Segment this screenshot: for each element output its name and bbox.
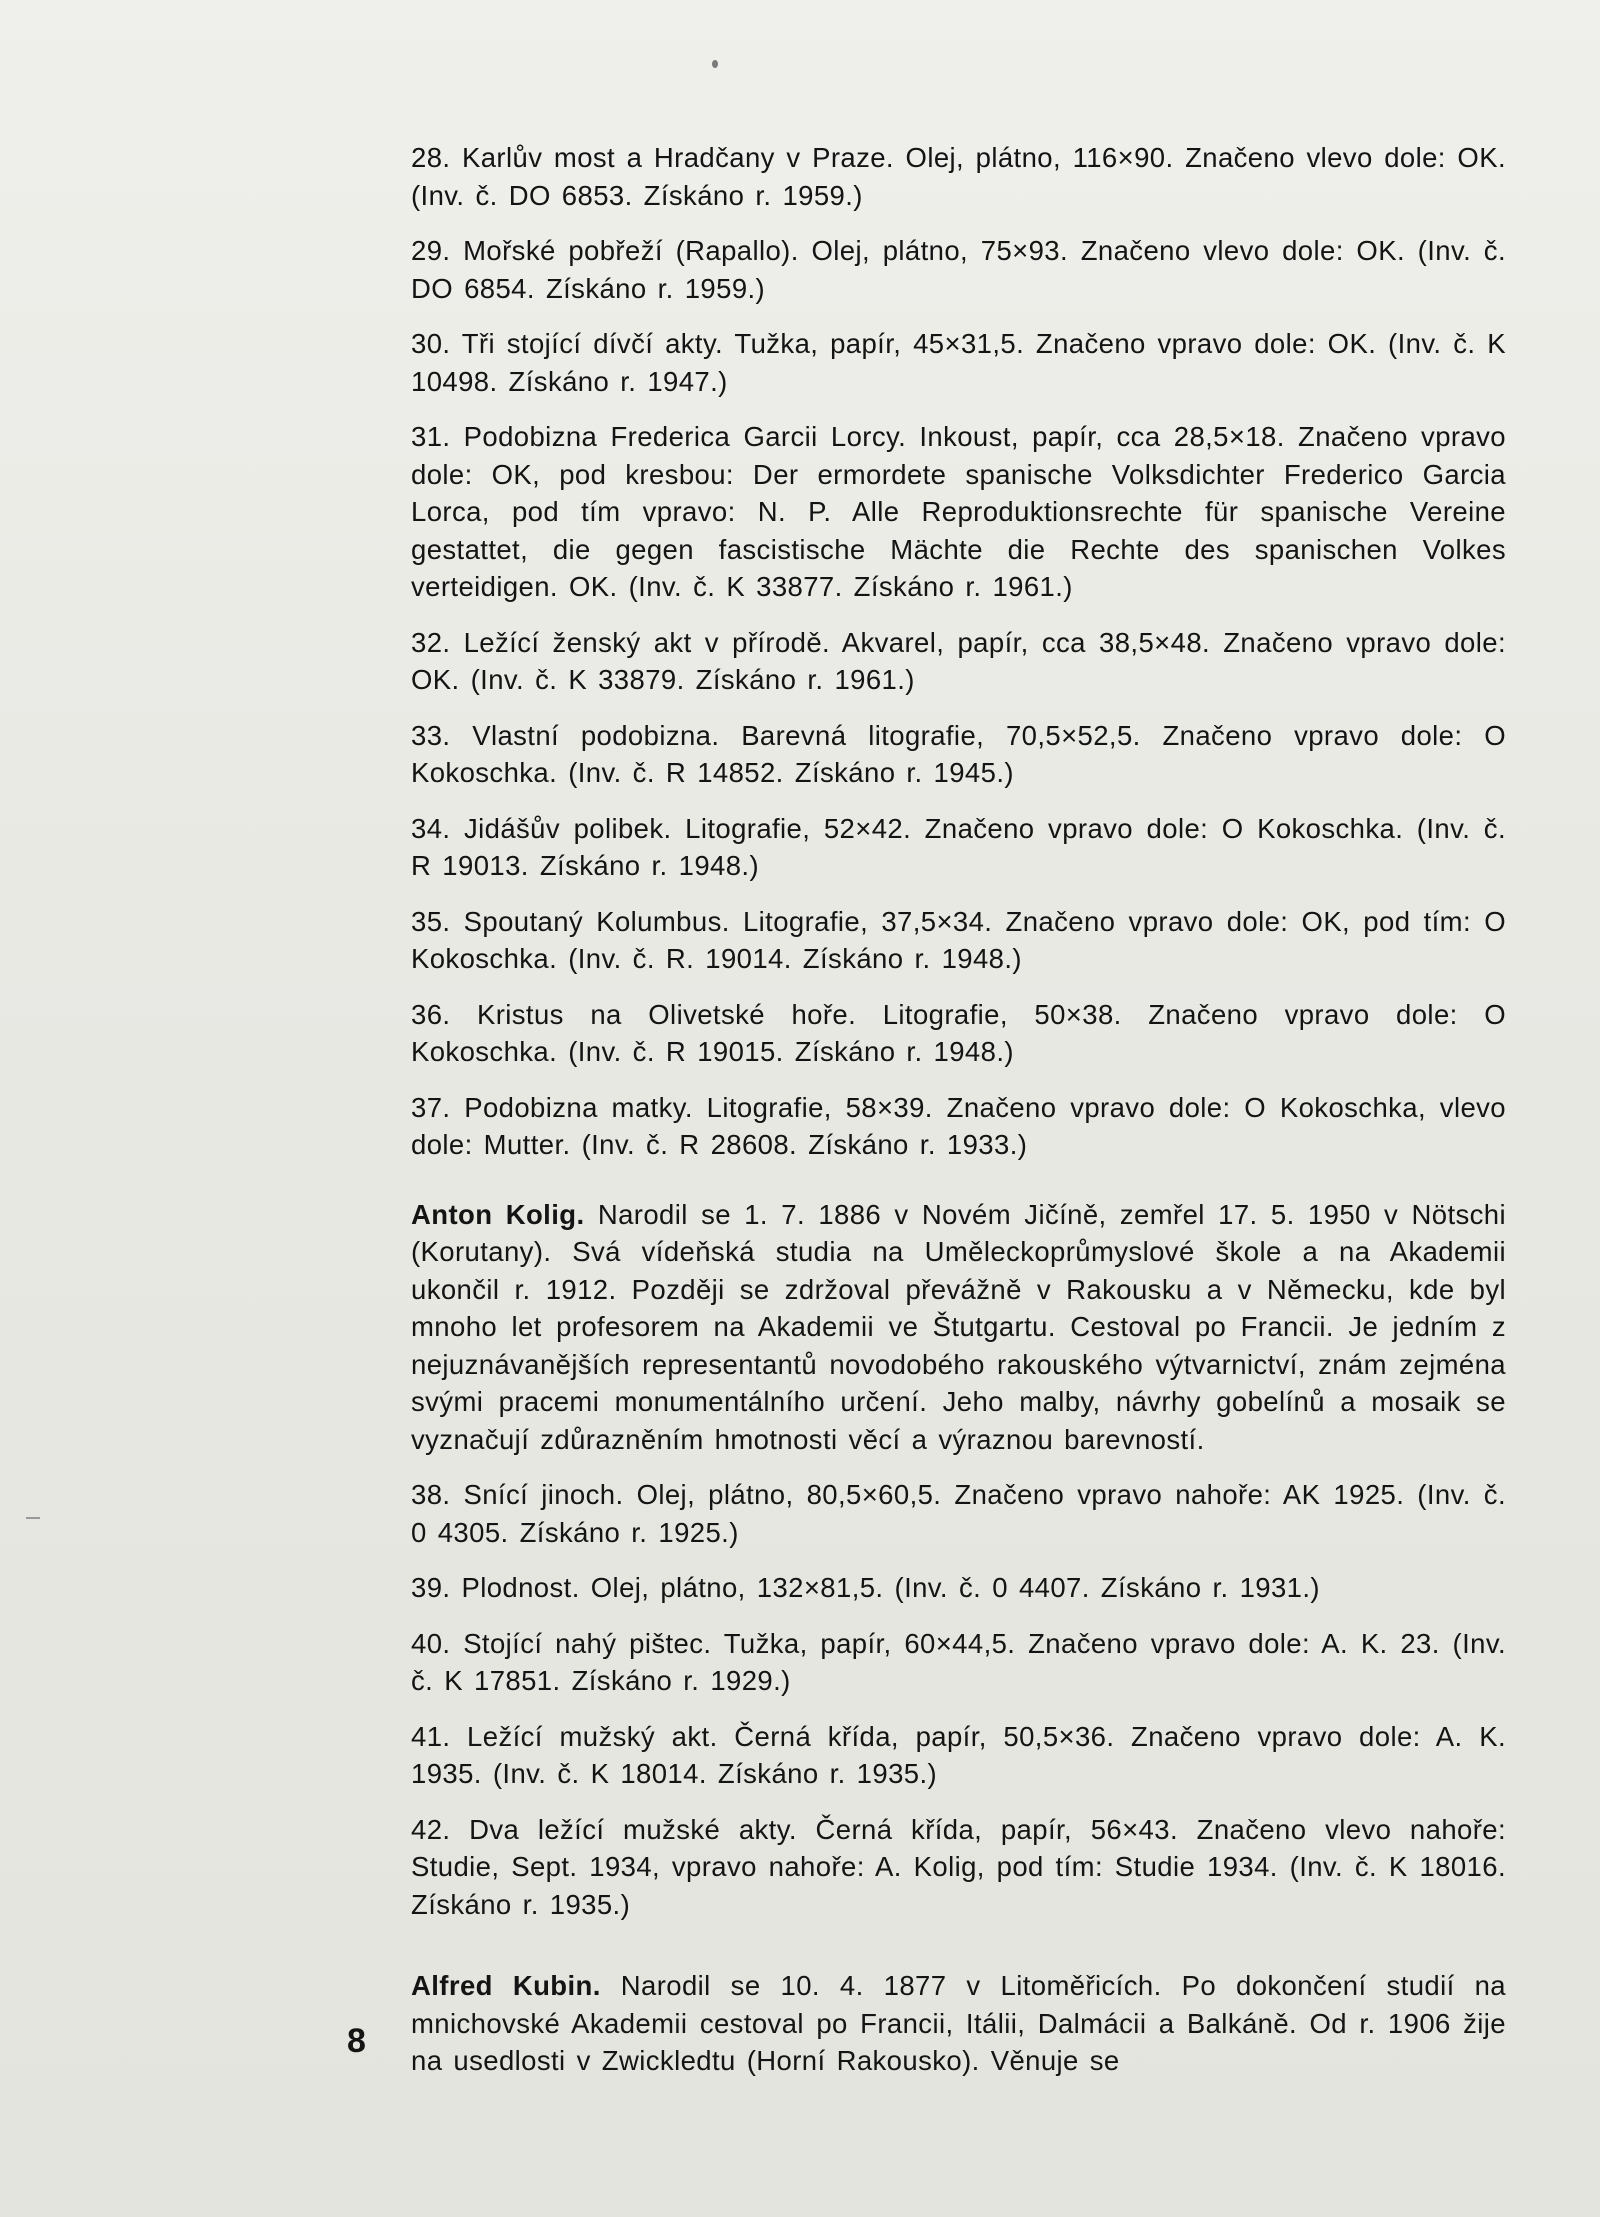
catalog-entry-36: 36. Kristus na Olivetské hoře. Litografie, 50×38. Značeno vpravo dole: O Kokoschka. (Inv. č. R 19015. Získáno r. 1948.) <box>411 998 1506 1067</box>
catalog-entry-41: 41. Ležící mužský akt. Černá křída, papír, 50,5×36. Značeno vpravo dole: A. K. 1935. (Inv. č. K 18014. Získáno r. 1935.) <box>411 1720 1506 1789</box>
catalog-entry-28: 28. Karlův most a Hradčany v Praze. Olej, plátno, 116×90. Značeno vlevo dole: OK. (Inv. č. DO 6853. Získáno r. 1959.) <box>411 142 1506 211</box>
artist-bio-kolig <box>411 1196 1506 1459</box>
catalog-entry-40: 40. Stojící nahý pištec. Tužka, papír, 60×44,5. Značeno vpravo dole: A. K. 23. (Inv. č. K 17851. Získáno r. 1929.) <box>411 1627 1506 1696</box>
text-column <box>411 139 1506 2098</box>
page-number: 8 <box>347 2022 366 2060</box>
catalog-entry-33: 33. Vlastní podobizna. Barevná litografie, 70,5×52,5. Značeno vpravo dole: O Kokoschka. (Inv. č. R 14852. Získáno r. 1945.) <box>411 719 1506 788</box>
catalog-entry-34: 34. Jidášův polibek. Litografie, 52×42. Značeno vpravo dole: O Kokoschka. (Inv. č. R 19013. Získáno r. 1948.) <box>411 812 1506 881</box>
catalog-entry-29: 29. Mořské pobřeží (Rapallo). Olej, plátno, 75×93. Značeno vlevo dole: OK. (Inv. č. DO 6854. Získáno r. 1959.) <box>411 235 1506 304</box>
artist-name-kolig: Anton Kolig. <box>411 1198 585 1230</box>
catalog-entry-35: 35. Spoutaný Kolumbus. Litografie, 37,5×34. Značeno vpravo dole: OK, pod tím: O Kokoschka. (Inv. č. R. 19014. Získáno r. 1948.) <box>411 905 1506 974</box>
catalog-entry-38: 38. Snící jinoch. Olej, plátno, 80,5×60,5. Značeno vpravo nahoře: AK 1925. (Inv. č. 0 4305. Získáno r. 1925.) <box>411 1479 1506 1548</box>
catalog-entry-39: 39. Plodnost. Olej, plátno, 132×81,5. (Inv. č. 0 4407. Získáno r. 1931.) <box>411 1572 1320 1603</box>
catalog-entry-42: 42. Dva ležící mužské akty. Černá křída, papír, 56×43. Značeno vlevo nahoře: Studie, Sept. 1934, vpravo nahoře: A. Kolig, pod tím: Studie 1934. (Inv. č. K 18016. Získáno r. 1935.) <box>411 1813 1506 1920</box>
artist-bio-kubin <box>411 1967 1506 2080</box>
catalog-entry-31: 31. Podobizna Frederica Garcii Lorcy. Inkoust, papír, cca 28,5×18. Značeno vpravo dole: OK, pod kresbou: Der ermordete spanische Volksdichter Frederico Garcia Lorca, pod tím vpravo: N. P. Alle Reproduktionsrechte für spanische Vereine gestattet, die gegen fascistische Mächte die Rechte des spanischen Volkes verteidigen. OK. (Inv. č. K 33877. Získáno r. 1961.) <box>411 421 1506 602</box>
artist-name-kubin: Alfred Kubin. <box>411 1970 601 2001</box>
edge-mark <box>26 1517 40 1519</box>
artist-bio-text-kubin: Narodil se 10. 4. 1877 v Litoměřicích. Po dokončení studií na mnichovské Akademii cestoval po Francii, Itálii, Dalmácii a Balkáně. Od r. 1906 žije na usedlosti v Zwickledtu (Horní Rakousko). Věnuje se <box>411 1970 1507 2076</box>
print-mark <box>712 60 718 68</box>
catalog-entry-37: 37. Podobizna matky. Litografie, 58×39. Značeno vpravo dole: O Kokoschka, vlevo dole: Mutter. (Inv. č. R 28608. Získáno r. 1933.) <box>411 1091 1506 1160</box>
catalog-entry-30: 30. Tři stojící dívčí akty. Tužka, papír, 45×31,5. Značeno vpravo dole: OK. (Inv. č. K 10498. Získáno r. 1947.) <box>411 328 1506 397</box>
catalog-entry-32: 32. Ležící ženský akt v přírodě. Akvarel, papír, cca 38,5×48. Značeno vpravo dole: OK. (Inv. č. K 33879. Získáno r. 1961.) <box>411 626 1506 695</box>
artist-bio-text-kolig: Narodil se 1. 7. 1886 v Novém Jičíně, zemřel 17. 5. 1950 v Nötschi (Korutany). Svá vídeňská studia na Uměleckoprůmyslové škole a na Akademii ukončil r. 1912. Později se zdržoval převážně v Rakousku a v Německu, kde byl mnoho let profesorem na Akademii ve Štutgartu. Cestoval po Francii. Je jedním z nejuznávanějších representantů novodobého rakouského výtvarnictví, znám zejména svými pracemi monumentálního určení. Jeho malby, návrhy gobelínů a mosaik se vyznačují zdůrazněním hmotnosti věcí a výraznou barevností. <box>411 1198 1506 1455</box>
